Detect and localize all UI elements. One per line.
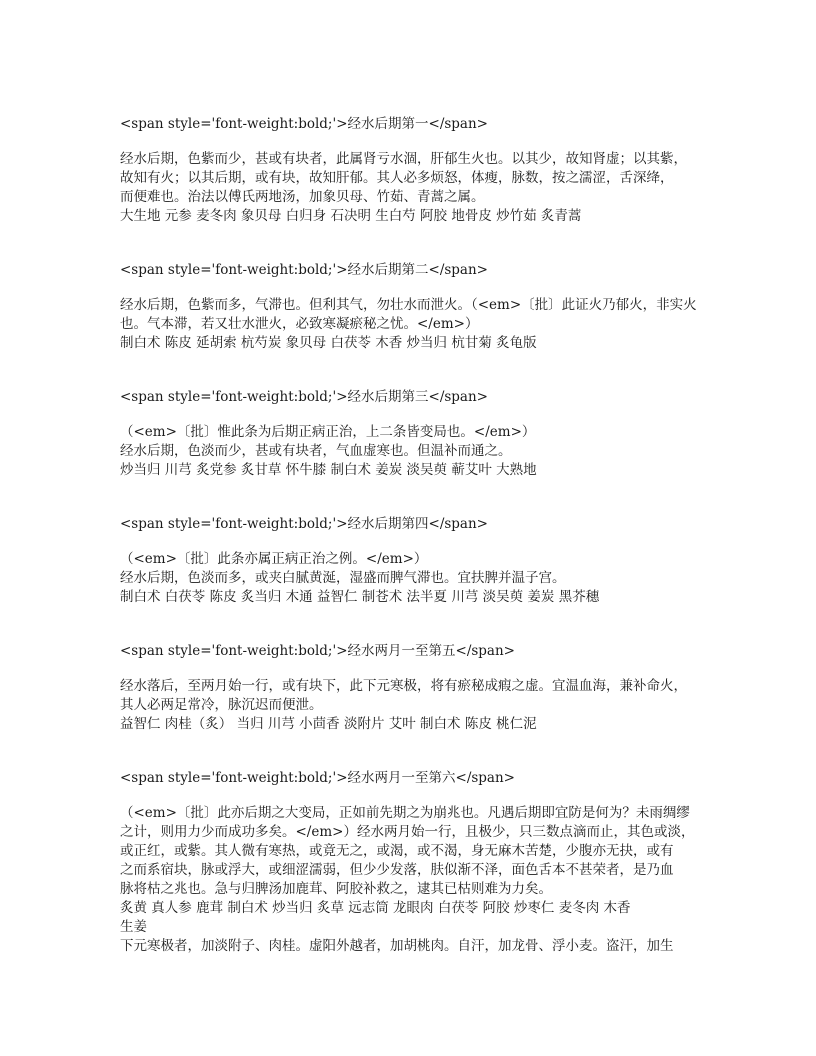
body-line: 之计，则用力少而成功多矣。</em>）经水两月始一行，且极少，只三数点滴而止，其色或淡， — [120, 824, 695, 840]
herb-list: 制白术 白茯苓 陈皮 炙当归 木通 益智仁 制苍术 法半夏 川芎 淡吴萸 姜炭 黑芥穗 — [120, 589, 600, 605]
body-line: 经水后期，色紫而多，气滞也。但利其气，勿壮水而泄火。（<em>〔批〕此证火乃郁火，非实火 — [120, 297, 697, 313]
section-heading: <span style='font-weight:bold;'>经水两月一至第五</span> — [120, 643, 515, 659]
body-line: 之而系宿块，脉或浮大，或细涩濡弱，但少少发落，肤似渐不泽，面色舌本不甚荣者，是乃血 — [120, 862, 674, 878]
body-line: （<em>〔批〕此条亦属正病正治之例。</em>） — [120, 551, 428, 567]
body-line: 经水后期，色淡而少，甚或有块者，气血虚寒也。但温补而通之。 — [120, 443, 512, 459]
section-heading: <span style='font-weight:bold;'>经水后期第三</span> — [120, 389, 488, 405]
body-line: 经水落后，至两月始一行，或有块下，此下元寒极，将有瘀秘成瘕之虚。宜温血海，兼补命火， — [120, 678, 687, 694]
body-line: 而便难也。治法以傅氏两地汤，加象贝母、竹茹、青蒿之属。 — [120, 189, 485, 205]
body-line: 经水后期，色淡而多，或夹白腻黄涎，湿盛而脾气滞也。宜扶脾并温子宫。 — [120, 570, 566, 586]
body-line: 下元寒极者，加淡附子、肉桂。虚阳外越者，加胡桃肉。自汗，加龙骨、浮小麦。盗汗，加生 — [120, 938, 674, 954]
body-line: （<em>〔批〕惟此条为后期正病正治，上二条皆变局也。</em>） — [120, 424, 536, 440]
body-line: 或正红，或紫。其人微有寒热，或竟无之，或渴，或不渴，身无麻木苦楚，少腹亦无抉，或有 — [120, 843, 674, 859]
body-line: 故知有火；以其后期，或有块，故知肝郁。其人必多烦怒，体瘦，脉数，按之濡涩，舌深绛， — [120, 170, 674, 186]
body-line: （<em>〔批〕此亦后期之大变局，正如前先期之为崩兆也。凡遇后期即宜防是何为？未雨绸缪 — [120, 805, 690, 821]
section-heading: <span style='font-weight:bold;'>经水后期第二</span> — [120, 262, 488, 278]
herb-list: 生姜 — [120, 919, 147, 935]
herb-list: 益智仁 肉桂（炙） 当归 川芎 小茴香 淡附片 艾叶 制白术 陈皮 桃仁泥 — [120, 716, 537, 732]
body-line: 其人必两足常冷，脉沉迟而便泄。 — [120, 697, 323, 713]
section-heading: <span style='font-weight:bold;'>经水后期第一</span> — [120, 116, 488, 132]
body-line: 也。气本滞，若又壮水泄火，必致寒凝瘀秘之忧。</em>） — [120, 316, 479, 332]
herb-list: 大生地 元参 麦冬肉 象贝母 白归身 石决明 生白芍 阿胶 地骨皮 炒竹茹 炙青蒿 — [120, 208, 582, 224]
herb-list: 炒当归 川芎 炙党参 炙甘草 怀牛膝 制白术 姜炭 淡吴萸 蕲艾叶 大熟地 — [120, 462, 537, 478]
section-heading: <span style='font-weight:bold;'>经水两月一至第六</span> — [120, 770, 515, 786]
body-line: 脉将枯之兆也。急与归脾汤加鹿茸、阿胶补救之，逮其已枯则难为力矣。 — [120, 881, 552, 897]
herb-list: 炙黄 真人参 鹿茸 制白术 炒当归 炙草 远志筒 龙眼肉 白茯苓 阿胶 炒枣仁 麦冬肉 木香 — [120, 900, 631, 916]
herb-list: 制白术 陈皮 延胡索 杭芍炭 象贝母 白茯苓 木香 炒当归 杭甘菊 炙龟版 — [120, 335, 537, 351]
body-line: 经水后期，色紫而少，甚或有块者，此属肾亏水涸，肝郁生火也。以其少，故知肾虚；以其紫， — [120, 151, 687, 167]
section-heading: <span style='font-weight:bold;'>经水后期第四</span> — [120, 516, 488, 532]
